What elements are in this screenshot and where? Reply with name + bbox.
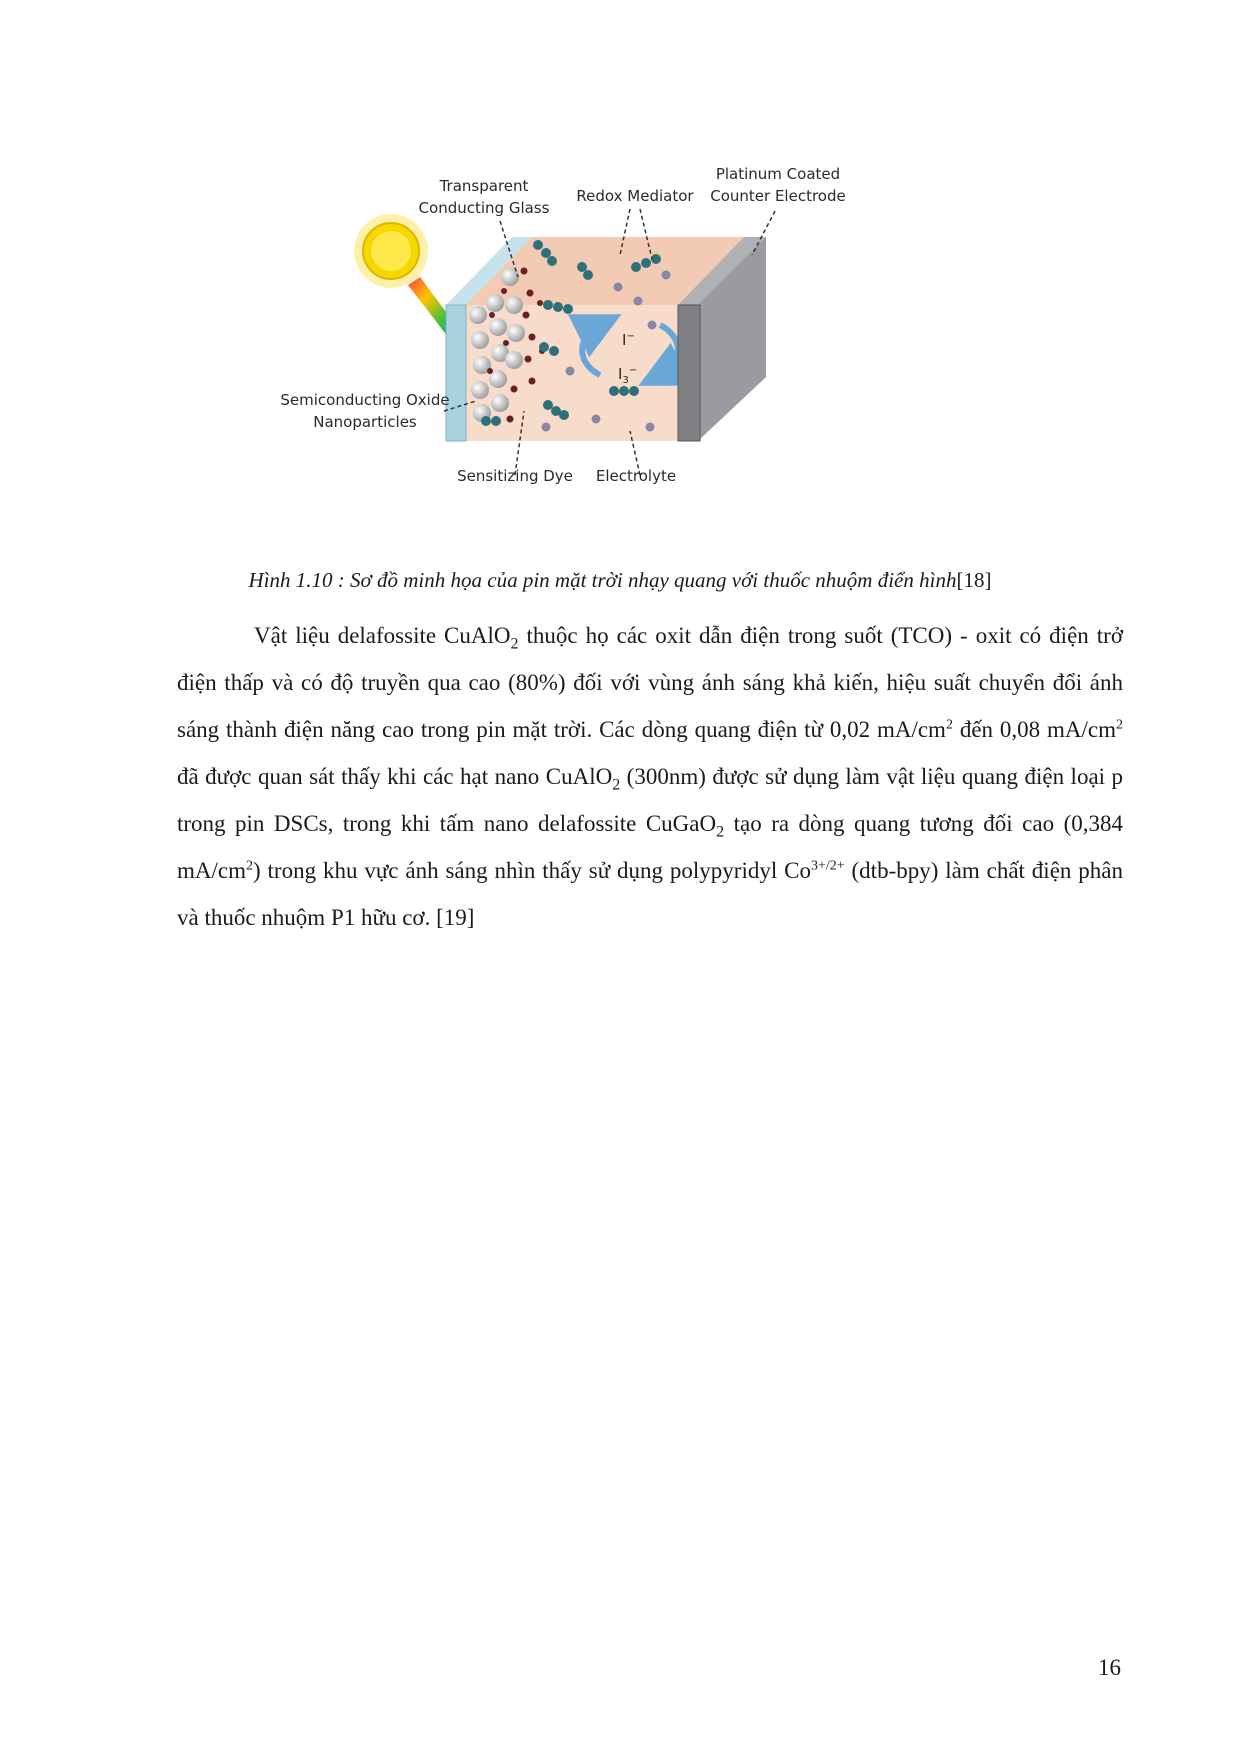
transparent-conducting-glass bbox=[446, 305, 466, 441]
label-counter-electrode: Counter Electrode bbox=[710, 187, 846, 205]
body-paragraph bbox=[177, 612, 1123, 941]
label-transparent: Transparent bbox=[439, 177, 529, 195]
page-number: 16 bbox=[1098, 1655, 1121, 1680]
caption-text: Hình 1.10 : Sơ đồ minh họa của pin mặt trời nhạy quang với thuốc nhuộm điển hình bbox=[248, 568, 957, 592]
caption-reference: [18] bbox=[956, 568, 992, 592]
figure-illustration bbox=[280, 165, 960, 545]
paragraph-text: Vật liệu delafossite CuAlO$_2$ thuộc họ các oxit dẫn điện trong suốt (TCO) - oxit có điện trở điện thấp và có độ truyền qua cao (80%) đối với vùng ánh sáng khả kiến, hiệu suất chuyển đổi ánh sáng thành điện năng cao trong pin mặt trời. Các dòng quang điện từ 0,02 $mA/cm^2$ đến 0,08 $mA/cm^2$ đã được quan sát thấy khi các hạt nano CuAlO$_2$ (300nm) được sử dụng làm vật liệu quang điện loại p trong pin DSCs, trong khi tấm nano delafossite CuGaO$_2$ tạo ra dòng quang tương đối cao (0,384 $mA/cm^2$) trong khu vực ánh sáng nhìn thấy sử dụng polypyridyl $Co^{3+/2+}$ (dtb-bpy) làm chất điện phân và thuốc nhuộm P1 hữu cơ. [19] bbox=[177, 623, 1124, 930]
iodide-label: I− bbox=[622, 331, 635, 349]
dye-sensitized-solar-cell-figure bbox=[280, 165, 960, 545]
label-conducting-glass: Conducting Glass bbox=[418, 199, 550, 217]
label-nanoparticles: Nanoparticles bbox=[313, 413, 417, 431]
platinum-counter-electrode bbox=[678, 305, 700, 441]
figure-caption bbox=[150, 568, 1090, 593]
label-semiconducting-oxide: Semiconducting Oxide bbox=[280, 391, 450, 409]
label-electrolyte: Electrolyte bbox=[595, 467, 677, 485]
label-redox-mediator: Redox Mediator bbox=[576, 187, 694, 205]
sun-icon bbox=[354, 214, 428, 288]
label-sensitizing-dye: Sensitizing Dye bbox=[457, 467, 573, 485]
label-platinum-coated: Platinum Coated bbox=[715, 165, 841, 183]
triiodide-label: $I_3^-$ bbox=[618, 365, 638, 386]
